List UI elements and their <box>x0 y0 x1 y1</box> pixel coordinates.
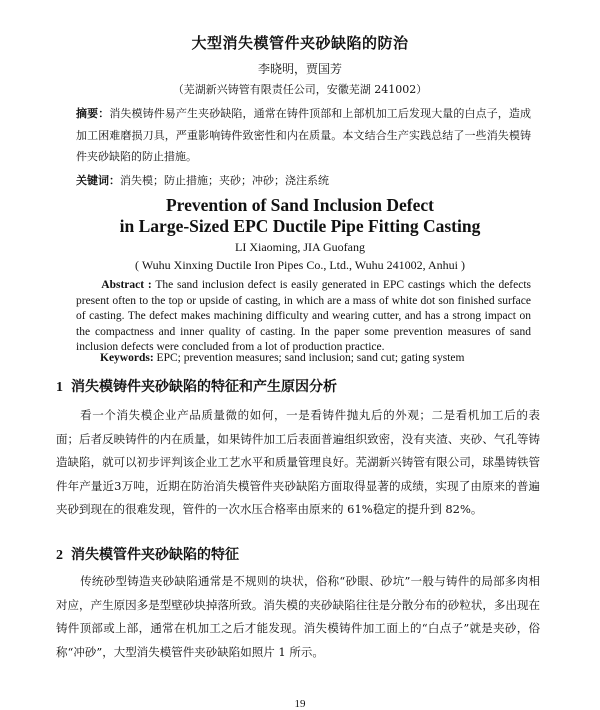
english-abstract-label: Abstract : <box>101 279 152 291</box>
section-1-paragraph: 看一个消失模企业产品质量微的如何，一是看铸件抛丸后的外观；二是看机加工后的表面；后者反映铸件的内在质量，如果铸件加工后表面普遍组织致密，没有夹渣、夹砂、气孔等铸造缺陷，就可以初步评判该企业工艺水平和质量管理良好。芜湖新兴铸管有限公司，球墨铸铁管件年产量近3万吨，近期在防治消失模管件夹砂缺陷方面取得显著的成绩，实现了由原来的普遍夹砂到现在的很难发现，管件的一次水压合格率由原来的 61%稳定的提升到 82%。 <box>56 408 540 516</box>
section-1-heading <box>56 376 337 396</box>
english-affiliation: ( Wuhu Xinxing Ductile Iron Pipes Co., Ltd., Wuhu 241002, Anhui ) <box>135 258 465 272</box>
chinese-title: 大型消失模管件夹砂缺陷的防治 <box>191 34 409 52</box>
english-keywords-text: EPC; prevention measures; sand inclusion; sand cut; gating system <box>156 352 465 364</box>
section-1-number: 1 <box>56 380 63 395</box>
english-abstract <box>76 278 531 356</box>
english-abstract-text: The sand inclusion defect is easily generated in EPC castings which the defects present often to the top or upside of casting, in which are a mass of white dot son finished surface of casting. The defect makes machining difficulty and wearing cutter, and has a strong impact on the compactness and inner quality of casting. In the paper some prevention measures of sand inclusion defects were concluded from a lot of production practice. <box>76 279 532 353</box>
chinese-keywords-text: 消失模；防止措施；夹砂；冲砂；浇注系统 <box>120 174 329 187</box>
english-keywords-label: Keywords: <box>100 352 154 364</box>
page-number: 19 <box>294 698 306 710</box>
chinese-affiliation: （芜湖新兴铸管有限责任公司，安徽芜湖 241002） <box>172 83 428 96</box>
chinese-abstract-text: 消失模铸件易产生夹砂缺陷，通常在铸件顶部和上部机加工后发现大量的白点子，造成加工困难磨损刀具，严重影响铸件致密性和内在质量。本文结合生产实践总结了一些消失模铸件夹砂缺陷的防止措施。 <box>76 107 532 163</box>
chinese-keywords <box>76 172 531 188</box>
section-2-title: 消失模管件夹砂缺陷的特征 <box>71 547 239 563</box>
section-2-number: 2 <box>56 548 63 563</box>
chinese-keywords-label: 关键词： <box>76 174 120 187</box>
section-2-paragraph: 传统砂型铸造夹砂缺陷通常是不规则的块状，俗称“砂眼、砂坑”一般与铸件的局部多肉相对应，产生原因多是型壁砂块掉落所致。消失模的夹砂缺陷往往是分散分布的砂粒状，多出现在铸件顶部或上部，通常在机加工之后才能发现。消失模铸件加工面上的“白点子”就是夹砂，俗称“冲砂”，大型消失模管件夹砂缺陷如照片 1 所示。 <box>56 574 540 659</box>
english-title-line-1: Prevention of Sand Inclusion Defect <box>165 195 434 215</box>
chinese-abstract <box>76 103 531 168</box>
english-keywords <box>100 352 530 364</box>
section-2-heading <box>56 544 239 564</box>
section-1-title: 消失模铸件夹砂缺陷的特征和产生原因分析 <box>71 379 337 395</box>
english-authors: LI Xiaoming, JIA Guofang <box>235 240 365 254</box>
chinese-abstract-label: 摘要： <box>76 107 110 120</box>
english-title-line-2: in Large-Sized EPC Ductile Pipe Fitting Casting <box>119 216 481 236</box>
chinese-authors: 李晓明，贾国芳 <box>257 62 342 76</box>
english-title <box>0 195 600 237</box>
